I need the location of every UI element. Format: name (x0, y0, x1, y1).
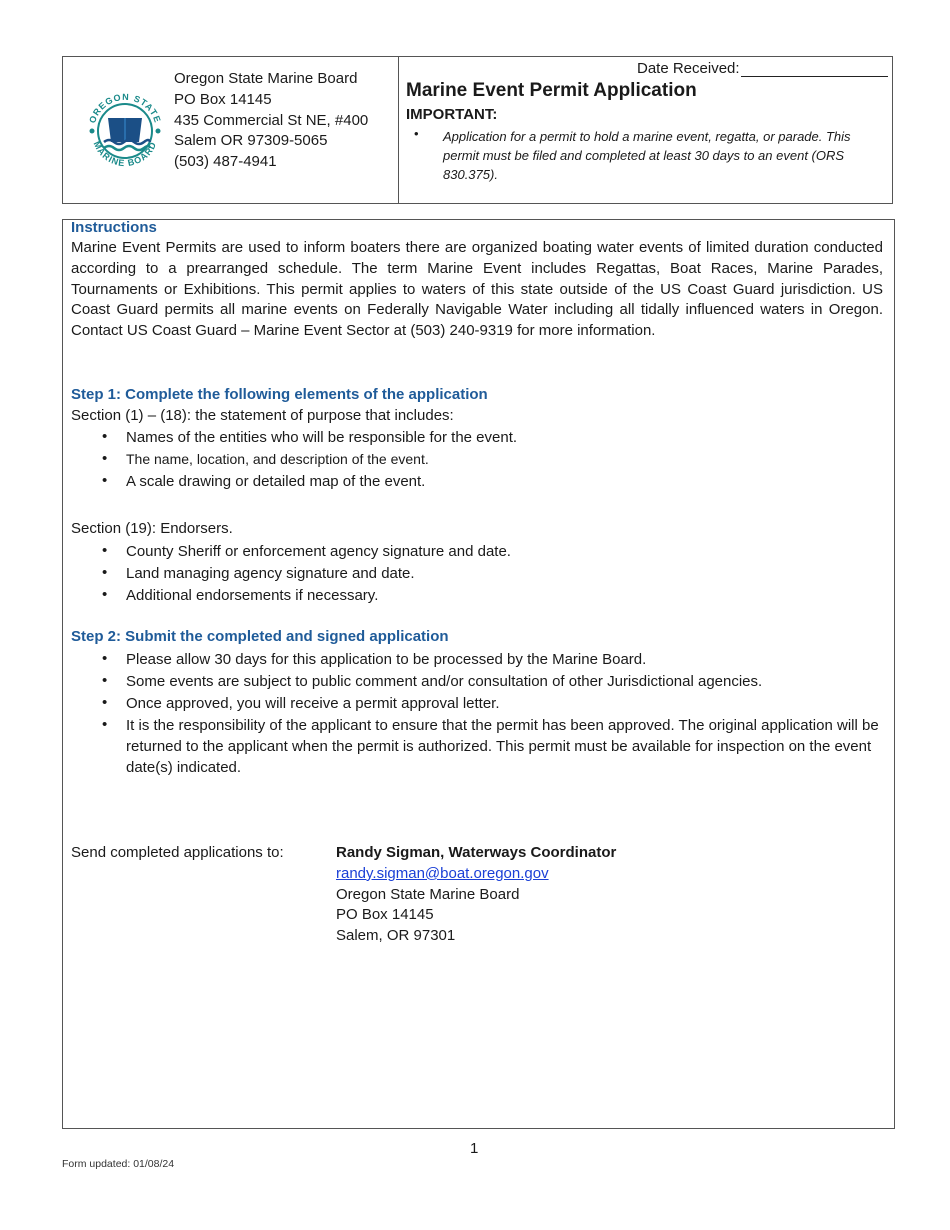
important-label: IMPORTANT: (406, 106, 498, 123)
bullet: • (102, 586, 108, 603)
date-received-label: Date Received: (637, 60, 740, 77)
send-address-line: Salem, OR 97301 (336, 927, 456, 945)
endorser-bullet: County Sheriff or enforcement agency signature and date. (126, 543, 511, 560)
important-text: Application for a permit to hold a marine event, regatta, or parade. This permit must be filed and completed at least 30 days to an event (ORS 830.375). (443, 129, 851, 182)
coordinator-email-link[interactable]: randy.sigman@boat.oregon.gov (336, 864, 549, 882)
logo-text-bottom: MARINE BOARD (91, 139, 159, 169)
instructions-paragraph: Marine Event Permits are used to inform boaters there are organized boating water events of limited duration conducted according to a prearranged schedule. The term Marine Event includes Regattas, Boat Races, Marine Parades, Tournaments or Exhibitions. This permit applies to waters of this state outside of the US Coast Guard jurisdiction. US Coast Guard permits all marine events on Federally Navigable Water including all tidally influenced waters in Oregon. Contact US Coast Guard – Marine Event Sector at (503) 240-9319 for more information. (71, 239, 883, 340)
bullet: • (414, 126, 419, 141)
instructions-heading: Instructions (71, 219, 157, 236)
endorser-bullet: Additional endorsements if necessary. (126, 587, 379, 604)
address-line: 435 Commercial St NE, #400 (174, 111, 369, 129)
step1-heading: Step 1: Complete the following elements of the application (71, 386, 488, 403)
step2-bullet: Some events are subject to public comment and/or consultation of other Jurisdictional agencies. (126, 673, 763, 690)
address-line: Salem OR 97309-5065 (174, 132, 328, 150)
endorser-bullet: Land managing agency signature and date. (126, 565, 415, 582)
logo-text-top: OREGON STATE (87, 91, 163, 125)
bullet: • (102, 650, 108, 667)
step1-bullet: The name, location, and description of the event. (126, 451, 429, 467)
bullet: • (102, 542, 108, 559)
send-label: Send completed applications to: (71, 844, 284, 861)
send-address-line: PO Box 14145 (336, 906, 434, 924)
step1-bullet: A scale drawing or detailed map of the event. (126, 473, 426, 490)
org-address (174, 69, 368, 173)
form-updated: Form updated: 01/08/24 (62, 1158, 175, 1170)
bullet: • (102, 428, 108, 445)
form-title: Marine Event Permit Application (406, 80, 697, 101)
coordinator-name: Randy Sigman, Waterways Coordinator (336, 844, 617, 861)
section19-label: Section (19): Endorsers. (71, 520, 233, 537)
bullet: • (102, 472, 108, 489)
send-address-line: Oregon State Marine Board (336, 885, 520, 903)
address-line: (503) 487-4941 (174, 153, 277, 171)
send-address-block (336, 843, 616, 947)
step2-heading: Step 2: Submit the completed and signed application (71, 628, 449, 645)
step1-intro: Section (1) – (18): the statement of purpose that includes: (71, 407, 454, 424)
step2-bullet: Please allow 30 days for this application to be processed by the Marine Board. (126, 651, 647, 668)
address-line: Oregon State Marine Board (174, 70, 358, 87)
step1-bullet: Names of the entities who will be responsible for the event. (126, 429, 518, 446)
address-line: PO Box 14145 (174, 90, 272, 108)
header-divider (398, 56, 399, 204)
step2-bullet: Once approved, you will receive a permit approval letter. (126, 695, 500, 712)
bullet: • (102, 450, 108, 467)
step2-bullet: It is the responsibility of the applicant to ensure that the permit has been approved. The original application will be returned to the applicant when the permit is authorized. This permit must be available for inspection on the event date(s) indicated. (126, 717, 879, 776)
bullet: • (102, 564, 108, 581)
page-number: 1 (470, 1140, 479, 1157)
bullet: • (102, 694, 108, 711)
bullet: • (102, 716, 108, 733)
bullet: • (102, 672, 108, 689)
osmb-logo (84, 90, 166, 172)
date-received-field[interactable] (741, 76, 888, 77)
